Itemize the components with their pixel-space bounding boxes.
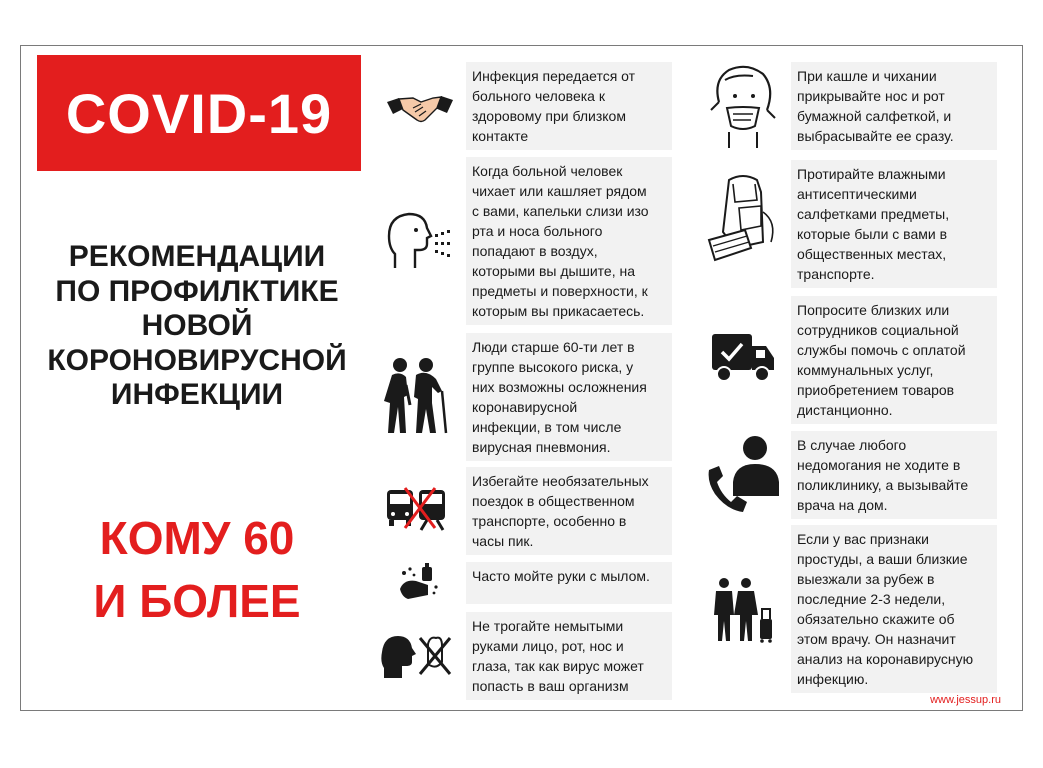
travelers-icon xyxy=(712,575,776,643)
tip-droplets: Когда больной человек чихает или кашляет рядом с вами, капельки слизи изо рта и носа больного попадают в воздух, которыми вы дышите, на предметы и поверхности, к которым вы прикасаетесь. xyxy=(466,157,672,325)
tip-travel-warning: Если у вас признаки простуды, а ваши близкие выезжали за рубеж в последние 2-3 недели, обязательно скажите об этом врачу. Он назначит анализ на коронавирусную инфекцию. xyxy=(791,525,997,693)
tip-do-not-touch-face: Не трогайте немытыми руками лицо, рот, нос и глаза, так как вирус может попасть в ваш организм xyxy=(466,612,672,700)
target-audience: КОМУ 60 И БОЛЕЕ xyxy=(93,512,301,627)
sneezing-person-icon xyxy=(385,210,453,274)
no-public-transport-icon xyxy=(385,484,451,532)
tip-call-doctor: В случае любого недомогания не ходите в поликлинику, а вызывайте врача на дом. xyxy=(791,431,997,519)
tip-transmission: Инфекция передается от больного человека к здоровому при близком контакте xyxy=(466,62,672,150)
hand-washing-icon xyxy=(398,563,440,601)
no-face-touching-icon xyxy=(380,632,452,680)
backpack-books-icon xyxy=(705,172,781,268)
tip-cover-cough: При кашле и чихании прикрывайте нос и рот бумажной салфеткой, и выбрасывайте ее сразу. xyxy=(791,62,997,150)
tip-wash-hands: Часто мойте руки с мылом. xyxy=(466,562,672,604)
title-banner xyxy=(37,55,361,171)
mask-cough-icon xyxy=(705,62,781,150)
delivery-truck-icon xyxy=(710,330,776,386)
poster-title: COVID-19 xyxy=(65,81,333,145)
tip-ask-help: Попросите близких или сотрудников социальной службы помочь с оплатой коммунальных услуг, приобретением товаров дистанционно. xyxy=(791,296,997,424)
recommendations-heading: РЕКОМЕНДАЦИИ ПО ПРОФИЛКТИКЕ НОВОЙ КОРОНОВИРУСНОЙ ИНФЕКЦИИ xyxy=(47,240,347,411)
tip-wipe-items: Протирайте влажными антисептическими салфетками предметы, которые были с вами в общественных местах, транспорте. xyxy=(791,160,997,288)
doctor-call-icon xyxy=(705,434,781,514)
tip-risk-group: Люди старше 60-ти лет в группе высокого риска, у них возможны осложнения коронавирусной инфекции, в том числе вирусная пневмония. xyxy=(466,333,672,461)
handshake-icon xyxy=(385,86,455,128)
footer-url: www.jessup.ru xyxy=(930,694,1001,706)
elderly-couple-icon xyxy=(380,355,455,435)
tip-avoid-transport: Избегайте необязательных поездок в общественном транспорте, особенно в часы пик. xyxy=(466,467,672,555)
